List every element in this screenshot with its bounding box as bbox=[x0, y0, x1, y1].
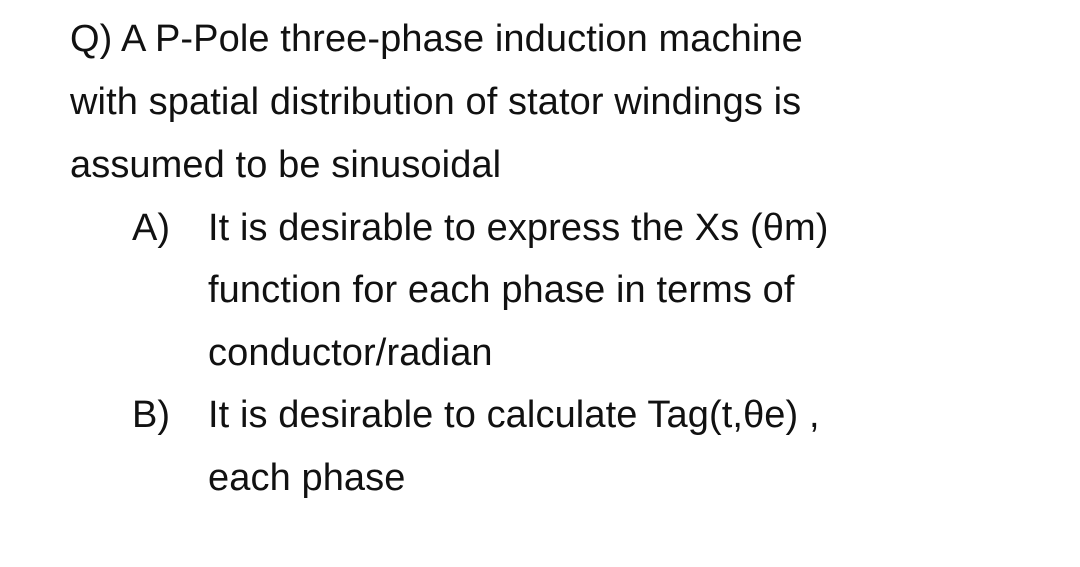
question-line-2: with spatial distribution of stator windings is bbox=[70, 81, 802, 123]
item-a-line-2: function for each phase in terms of bbox=[208, 269, 795, 311]
question-line-1: Q) A P-Pole three-phase induction machine bbox=[70, 18, 803, 60]
item-a-line-3: conductor/radian bbox=[208, 332, 493, 374]
item-b-line-1: It is desirable to calculate Tag(t,θe) , bbox=[208, 394, 820, 436]
item-b-label: B) bbox=[132, 394, 170, 436]
item-a-label: A) bbox=[132, 207, 170, 249]
item-b-line-2: each phase bbox=[208, 457, 406, 499]
question-line-3: assumed to be sinusoidal bbox=[70, 144, 502, 186]
item-a-line-1: It is desirable to express the Xs (θm) bbox=[208, 207, 829, 249]
